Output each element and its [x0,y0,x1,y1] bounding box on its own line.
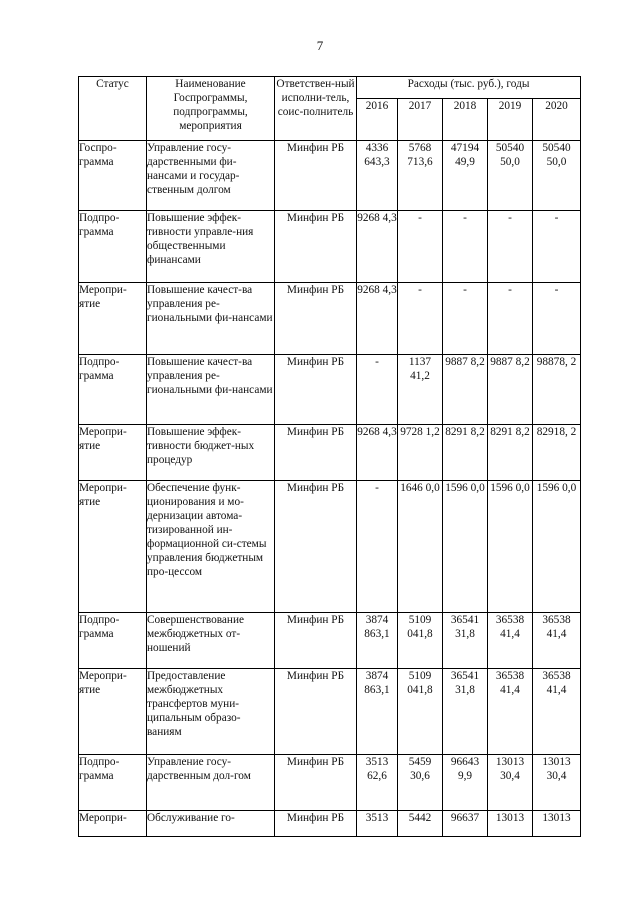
value-cell: 1596 0,0 [488,481,533,613]
value-cell: 5109 041,8 [398,669,443,755]
status-cell: Меропри-ятие [79,481,147,613]
name-cell: Управление госу-дарственным дол-гом [147,755,275,811]
value-cell: 9268 4,3 [357,283,398,355]
header-year: 2020 [533,99,581,141]
status-cell: Меропри-ятие [79,669,147,755]
name-cell: Совершенствование межбюджетных от-ношений [147,613,275,669]
value-cell: 9268 4,3 [357,211,398,283]
value-cell: 3874 863,1 [357,613,398,669]
value-cell: 36538 41,4 [533,669,581,755]
header-expenses: Расходы (тыс. руб.), годы [357,77,581,99]
value-cell: 13013 [488,811,533,837]
executor-cell: Минфин РБ [275,613,357,669]
table-row [79,811,581,837]
value-cell: 36541 31,8 [443,613,488,669]
executor-cell: Минфин РБ [275,669,357,755]
table-row [79,613,581,669]
table-row [79,481,581,613]
name-cell: Повышение качест-ва управления ре-гиональными фи-нансами [147,355,275,425]
value-cell: 5442 [398,811,443,837]
header-executor: Ответствен-ный исполни-тель, соис-полнитель [275,77,357,141]
value-cell: 36538 41,4 [488,669,533,755]
name-cell: Повышение эффек-тивности бюджет-ных процедур [147,425,275,481]
value-cell: 9728 1,2 [398,425,443,481]
header-year: 2018 [443,99,488,141]
header-status: Статус [79,77,147,141]
value-cell: 8291 8,2 [488,425,533,481]
value-cell: 1137 41,2 [398,355,443,425]
status-cell: Госпро-грамма [79,141,147,211]
value-cell: 9887 8,2 [443,355,488,425]
header-year: 2016 [357,99,398,141]
value-cell: 5459 30,6 [398,755,443,811]
value-cell: 13013 [533,811,581,837]
status-cell: Подпро-грамма [79,755,147,811]
header-row-top [79,77,581,99]
table-row [79,211,581,283]
value-cell: - [398,211,443,283]
value-cell: - [533,211,581,283]
table-row [79,283,581,355]
value-cell: 5768 713,6 [398,141,443,211]
value-cell: - [357,355,398,425]
status-cell: Подпро-грамма [79,355,147,425]
value-cell: 9887 8,2 [488,355,533,425]
value-cell: 13013 30,4 [533,755,581,811]
name-cell: Предоставление межбюджетных трансфертов муни-ципальным образо-ваниям [147,669,275,755]
status-cell: Меропри-ятие [79,283,147,355]
name-cell: Повышение эффек-тивности управле-ния общественными финансами [147,211,275,283]
value-cell: - [357,481,398,613]
table-row [79,669,581,755]
value-cell: - [488,283,533,355]
table-row [79,425,581,481]
executor-cell: Минфин РБ [275,355,357,425]
value-cell: 5109 041,8 [398,613,443,669]
executor-cell: Минфин РБ [275,283,357,355]
value-cell: 50540 50,0 [533,141,581,211]
value-cell: 36538 41,4 [533,613,581,669]
value-cell: - [398,283,443,355]
value-cell: 96643 9,9 [443,755,488,811]
value-cell: 36541 31,8 [443,669,488,755]
value-cell: 8291 8,2 [443,425,488,481]
status-cell: Подпро-грамма [79,211,147,283]
value-cell: 36538 41,4 [488,613,533,669]
header-name: Наименование Госпрограммы, подпрограммы, мероприятия [147,77,275,141]
value-cell: 3513 [357,811,398,837]
name-cell: Управление госу-дарственными фи-нансами и государ-ственным долгом [147,141,275,211]
value-cell: - [443,211,488,283]
status-cell: Меропри- [79,811,147,837]
header-year: 2017 [398,99,443,141]
name-cell: Обслуживание го- [147,811,275,837]
status-cell: Меропри-ятие [79,425,147,481]
table-row [79,355,581,425]
table-row [79,755,581,811]
value-cell: 1646 0,0 [398,481,443,613]
value-cell: 96637 [443,811,488,837]
value-cell: - [443,283,488,355]
value-cell: - [488,211,533,283]
executor-cell: Минфин РБ [275,811,357,837]
executor-cell: Минфин РБ [275,425,357,481]
name-cell: Повышение качест-ва управления ре-гиональными фи-нансами [147,283,275,355]
value-cell: 9268 4,3 [357,425,398,481]
value-cell: 82918, 2 [533,425,581,481]
page-number: 7 [316,38,324,53]
executor-cell: Минфин РБ [275,481,357,613]
value-cell: 1596 0,0 [443,481,488,613]
value-cell: 4336 643,3 [357,141,398,211]
value-cell: 47194 49,9 [443,141,488,211]
executor-cell: Минфин РБ [275,211,357,283]
table-row [79,141,581,211]
name-cell: Обеспечение функ-ционирования и мо-дернизации автома-тизированной ин-формационной си-стемы управления бюджетным про-цессом [147,481,275,613]
status-cell: Подпро-грамма [79,613,147,669]
value-cell: 13013 30,4 [488,755,533,811]
value-cell: - [533,283,581,355]
executor-cell: Минфин РБ [275,141,357,211]
value-cell: 50540 50,0 [488,141,533,211]
value-cell: 3874 863,1 [357,669,398,755]
value-cell: 1596 0,0 [533,481,581,613]
value-cell: 3513 62,6 [357,755,398,811]
budget-table [78,76,581,837]
executor-cell: Минфин РБ [275,755,357,811]
header-year: 2019 [488,99,533,141]
value-cell: 98878, 2 [533,355,581,425]
